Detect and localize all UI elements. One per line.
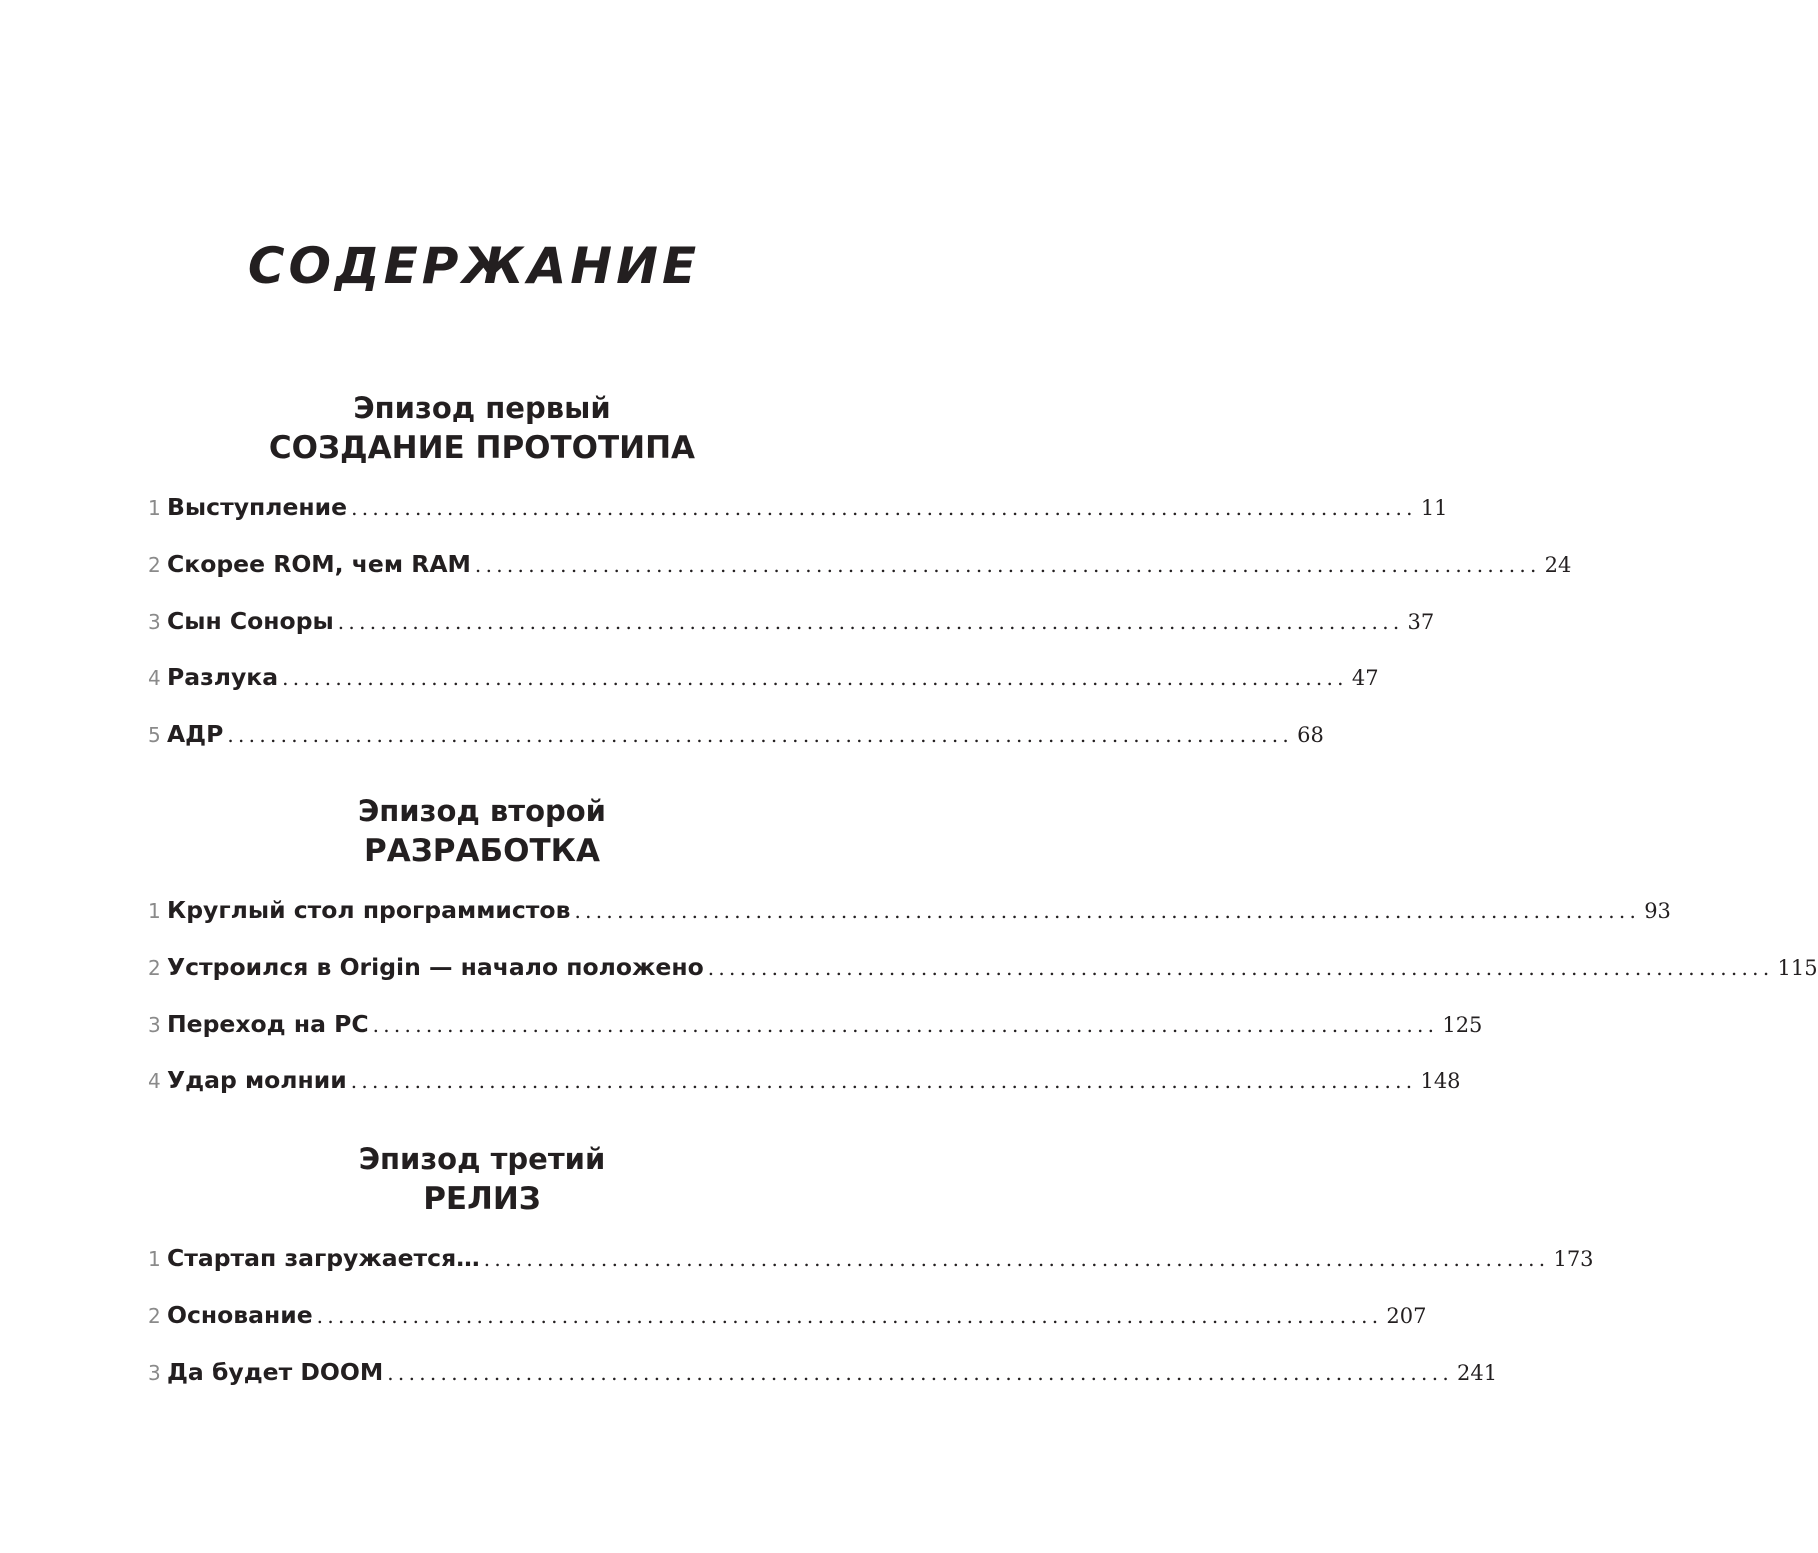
dot-leader: .................................................................................................... — [316, 1303, 1383, 1328]
episode-subtitle: Эпизод первый — [353, 391, 611, 425]
entry-title: Удар молнии — [167, 1066, 347, 1095]
toc-entry[interactable] — [148, 1060, 1461, 1117]
entry-title: Основание — [167, 1300, 313, 1329]
entry-number: 1 — [148, 1247, 161, 1271]
entry-number: 1 — [148, 899, 161, 923]
entry-page-number: 68 — [1297, 723, 1324, 748]
entry-number: 2 — [148, 955, 161, 980]
entry-number: 4 — [148, 1069, 161, 1094]
dot-leader: .................................................................................................... — [372, 1012, 1439, 1037]
entry-title: Да будет DOOM — [167, 1357, 384, 1386]
entry-title: Стартап загружается… — [167, 1244, 480, 1272]
dot-leader: .................................................................................................... — [282, 666, 1348, 691]
dot-leader: .................................................................................................... — [351, 496, 1417, 520]
dot-leader: .................................................................................................... — [707, 955, 1774, 980]
toc-entry[interactable] — [148, 1352, 1498, 1409]
toc-entry[interactable] — [148, 1004, 1483, 1061]
entry-title: Разлука — [167, 663, 279, 692]
dot-leader: .................................................................................................... — [474, 552, 1541, 577]
page-title: СОДЕРЖАНИЕ — [247, 237, 701, 295]
episode-name: РАЗРАБОТКА — [364, 833, 600, 869]
entry-page-number: 11 — [1420, 496, 1448, 520]
entry-title: Круглый стол программистов — [167, 896, 571, 924]
toc-entry[interactable] — [148, 714, 1324, 771]
toc-entry[interactable] — [148, 1295, 1427, 1352]
entry-number: 5 — [148, 723, 161, 748]
entry-page-number: 115 — [1777, 955, 1818, 980]
entry-title: АДР — [167, 720, 224, 749]
dot-leader: .................................................................................................... — [350, 1069, 1417, 1094]
toc-entry[interactable] — [148, 487, 1448, 544]
entry-number: 3 — [148, 1360, 161, 1385]
dot-leader: .................................................................................................... — [387, 1360, 1454, 1385]
entry-title: Переход на PC — [167, 1009, 369, 1038]
entry-page-number: 37 — [1407, 609, 1435, 634]
entry-number: 2 — [148, 1303, 161, 1328]
dot-leader: .................................................................................................... — [483, 1247, 1550, 1271]
entry-page-number: 24 — [1544, 552, 1572, 577]
episode-subtitle: Эпизод третий — [358, 1142, 606, 1176]
episode-section — [148, 388, 1572, 771]
episode-subtitle: Эпизод второй — [357, 794, 606, 828]
entry-number: 3 — [148, 1012, 161, 1037]
episode-name: РЕЛИЗ — [423, 1181, 541, 1217]
episode-heading — [132, 1139, 832, 1219]
toc-entry[interactable] — [148, 657, 1379, 714]
entry-page-number: 207 — [1386, 1303, 1427, 1328]
entry-number: 3 — [148, 609, 161, 634]
toc-entry[interactable] — [148, 890, 1671, 947]
dot-leader: .................................................................................................... — [227, 723, 1294, 748]
dot-leader: .................................................................................................... — [574, 899, 1641, 923]
entry-page-number: 125 — [1442, 1012, 1483, 1037]
entry-title: Сын Соноры — [167, 606, 334, 635]
entry-title: Выступление — [167, 493, 348, 521]
toc-entry[interactable] — [148, 1238, 1594, 1295]
entry-page-number: 173 — [1553, 1247, 1594, 1271]
episode-heading — [132, 791, 832, 871]
entry-title: Скорее ROM, чем RAM — [167, 549, 471, 578]
toc-entry[interactable] — [148, 544, 1572, 601]
entry-list — [148, 1238, 1594, 1408]
entry-list — [148, 890, 1818, 1117]
entry-page-number: 241 — [1457, 1360, 1498, 1385]
toc-entry[interactable] — [148, 601, 1435, 658]
entry-page-number: 148 — [1420, 1069, 1461, 1094]
entry-page-number: 47 — [1351, 666, 1379, 691]
episode-section — [148, 791, 1818, 1117]
episode-name: СОЗДАНИЕ ПРОТОТИПА — [268, 430, 696, 466]
entry-number: 2 — [148, 552, 161, 577]
entry-number: 4 — [148, 666, 161, 691]
entry-list — [148, 487, 1572, 771]
episode-section — [148, 1139, 1594, 1408]
entry-page-number: 93 — [1644, 899, 1671, 923]
entry-number: 1 — [148, 496, 161, 520]
episode-heading — [132, 388, 832, 468]
entry-title: Устроился в Origin — начало положено — [167, 952, 704, 981]
dot-leader: .................................................................................................... — [337, 609, 1404, 634]
toc-entry[interactable] — [148, 947, 1818, 1004]
